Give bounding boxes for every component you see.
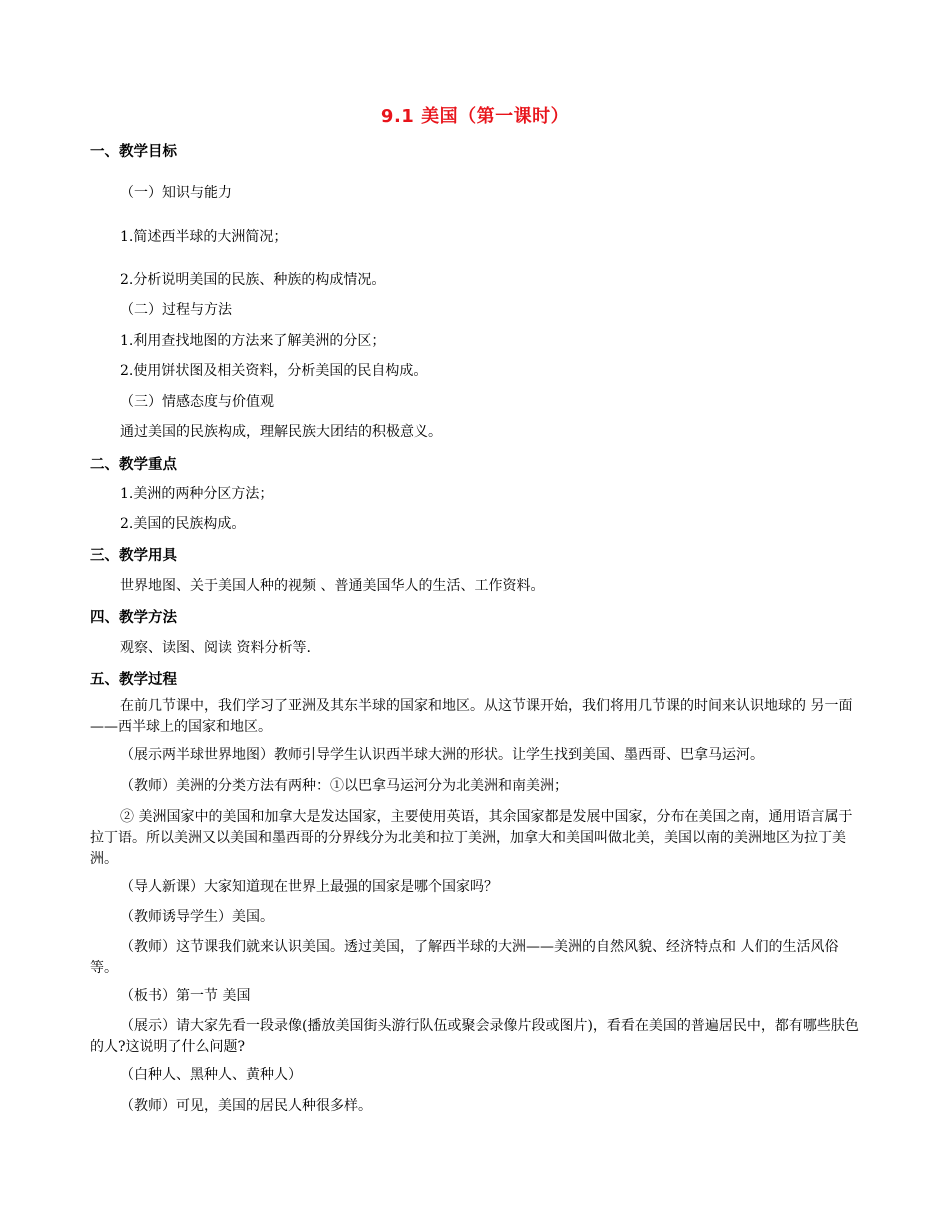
process-paragraph: ② 美洲国家中的美国和加拿大是发达国家，主要使用英语，其余国家都是发展中国家，分布在美国之南，通用语言属于拉丁语。所以美洲又以美国和墨西哥的分界线分为北美和拉丁美洲，加拿大和美国叫做北美，美国以南的美洲地区为拉丁美洲。 xyxy=(90,809,853,867)
process-paragraph: （教师诱导学生）美国。 xyxy=(120,909,274,925)
methods-text: 观察、读图、阅读 资料分析等. xyxy=(120,640,311,656)
process-paragraph: （展示两半球世界地图）教师引导学生认识西半球大洲的形状。让学生找到美国、墨西哥、巴拿马运河。 xyxy=(120,747,764,763)
process-paragraph: （板书）第一节 美国 xyxy=(120,988,251,1004)
section-heading-methods: 四、教学方法 xyxy=(90,610,177,626)
section-heading-tools: 三、教学用具 xyxy=(90,548,177,564)
key-point-item: 2.美国的民族构成。 xyxy=(120,516,246,532)
section-heading-objectives: 一、教学目标 xyxy=(90,144,177,160)
process-paragraph: （白种人、黑种人、黄种人） xyxy=(120,1067,302,1083)
document-title: 9.1 美国（第一课时） xyxy=(380,106,570,127)
objective-item: 通过美国的民族构成，理解民族大团结的积极意义。 xyxy=(120,424,442,440)
section-heading-key-points: 二、教学重点 xyxy=(90,457,177,473)
objective-item: 1.简述西半球的大洲简况； xyxy=(120,229,288,245)
process-paragraph: （导人新课）大家知道现在世界上最强的国家是哪个国家吗？ xyxy=(120,879,498,895)
process-paragraph: （教师）这节课我们就来认识美国。透过美国，了解西半球的大洲——美洲的自然风貌、经济特点和 人们的生活风俗等。 xyxy=(90,939,839,976)
subheading-process: （二）过程与方法 xyxy=(120,302,232,318)
tools-text: 世界地图、关于美国人种的视频 、普通美国华人的生活、工作资料。 xyxy=(120,578,545,594)
objective-item: 1.利用查找地图的方法来了解美洲的分区； xyxy=(120,333,386,349)
process-paragraph: （展示）请大家先看一段录像(播放美国街头游行队伍或聚会录像片段或图片)，看看在美国的普遍居民中，都有哪些肤色的人?这说明了什么问题? xyxy=(90,1018,859,1055)
process-paragraph: 在前几节课中，我们学习了亚洲及其东半球的国家和地区。从这节课开始，我们将用几节课的时间来认识地球的 另一面——西半球上的国家和地区。 xyxy=(90,698,853,735)
process-paragraph: （教师）美洲的分类方法有两种：①以巴拿马运河分为北美洲和南美洲； xyxy=(120,778,568,794)
subheading-knowledge: （一）知识与能力 xyxy=(120,185,232,201)
objective-item: 2.分析说明美国的民族、种族的构成情况。 xyxy=(120,272,386,288)
subheading-attitude: （三）情感态度与价值观 xyxy=(120,394,274,410)
key-point-item: 1.美洲的两种分区方法； xyxy=(120,486,274,502)
objective-item: 2.使用饼状图及相关资料，分析美国的民自构成。 xyxy=(120,363,428,379)
section-heading-process: 五、教学过程 xyxy=(90,672,177,688)
process-paragraph: （教师）可见，美国的居民人种很多样。 xyxy=(120,1098,372,1114)
